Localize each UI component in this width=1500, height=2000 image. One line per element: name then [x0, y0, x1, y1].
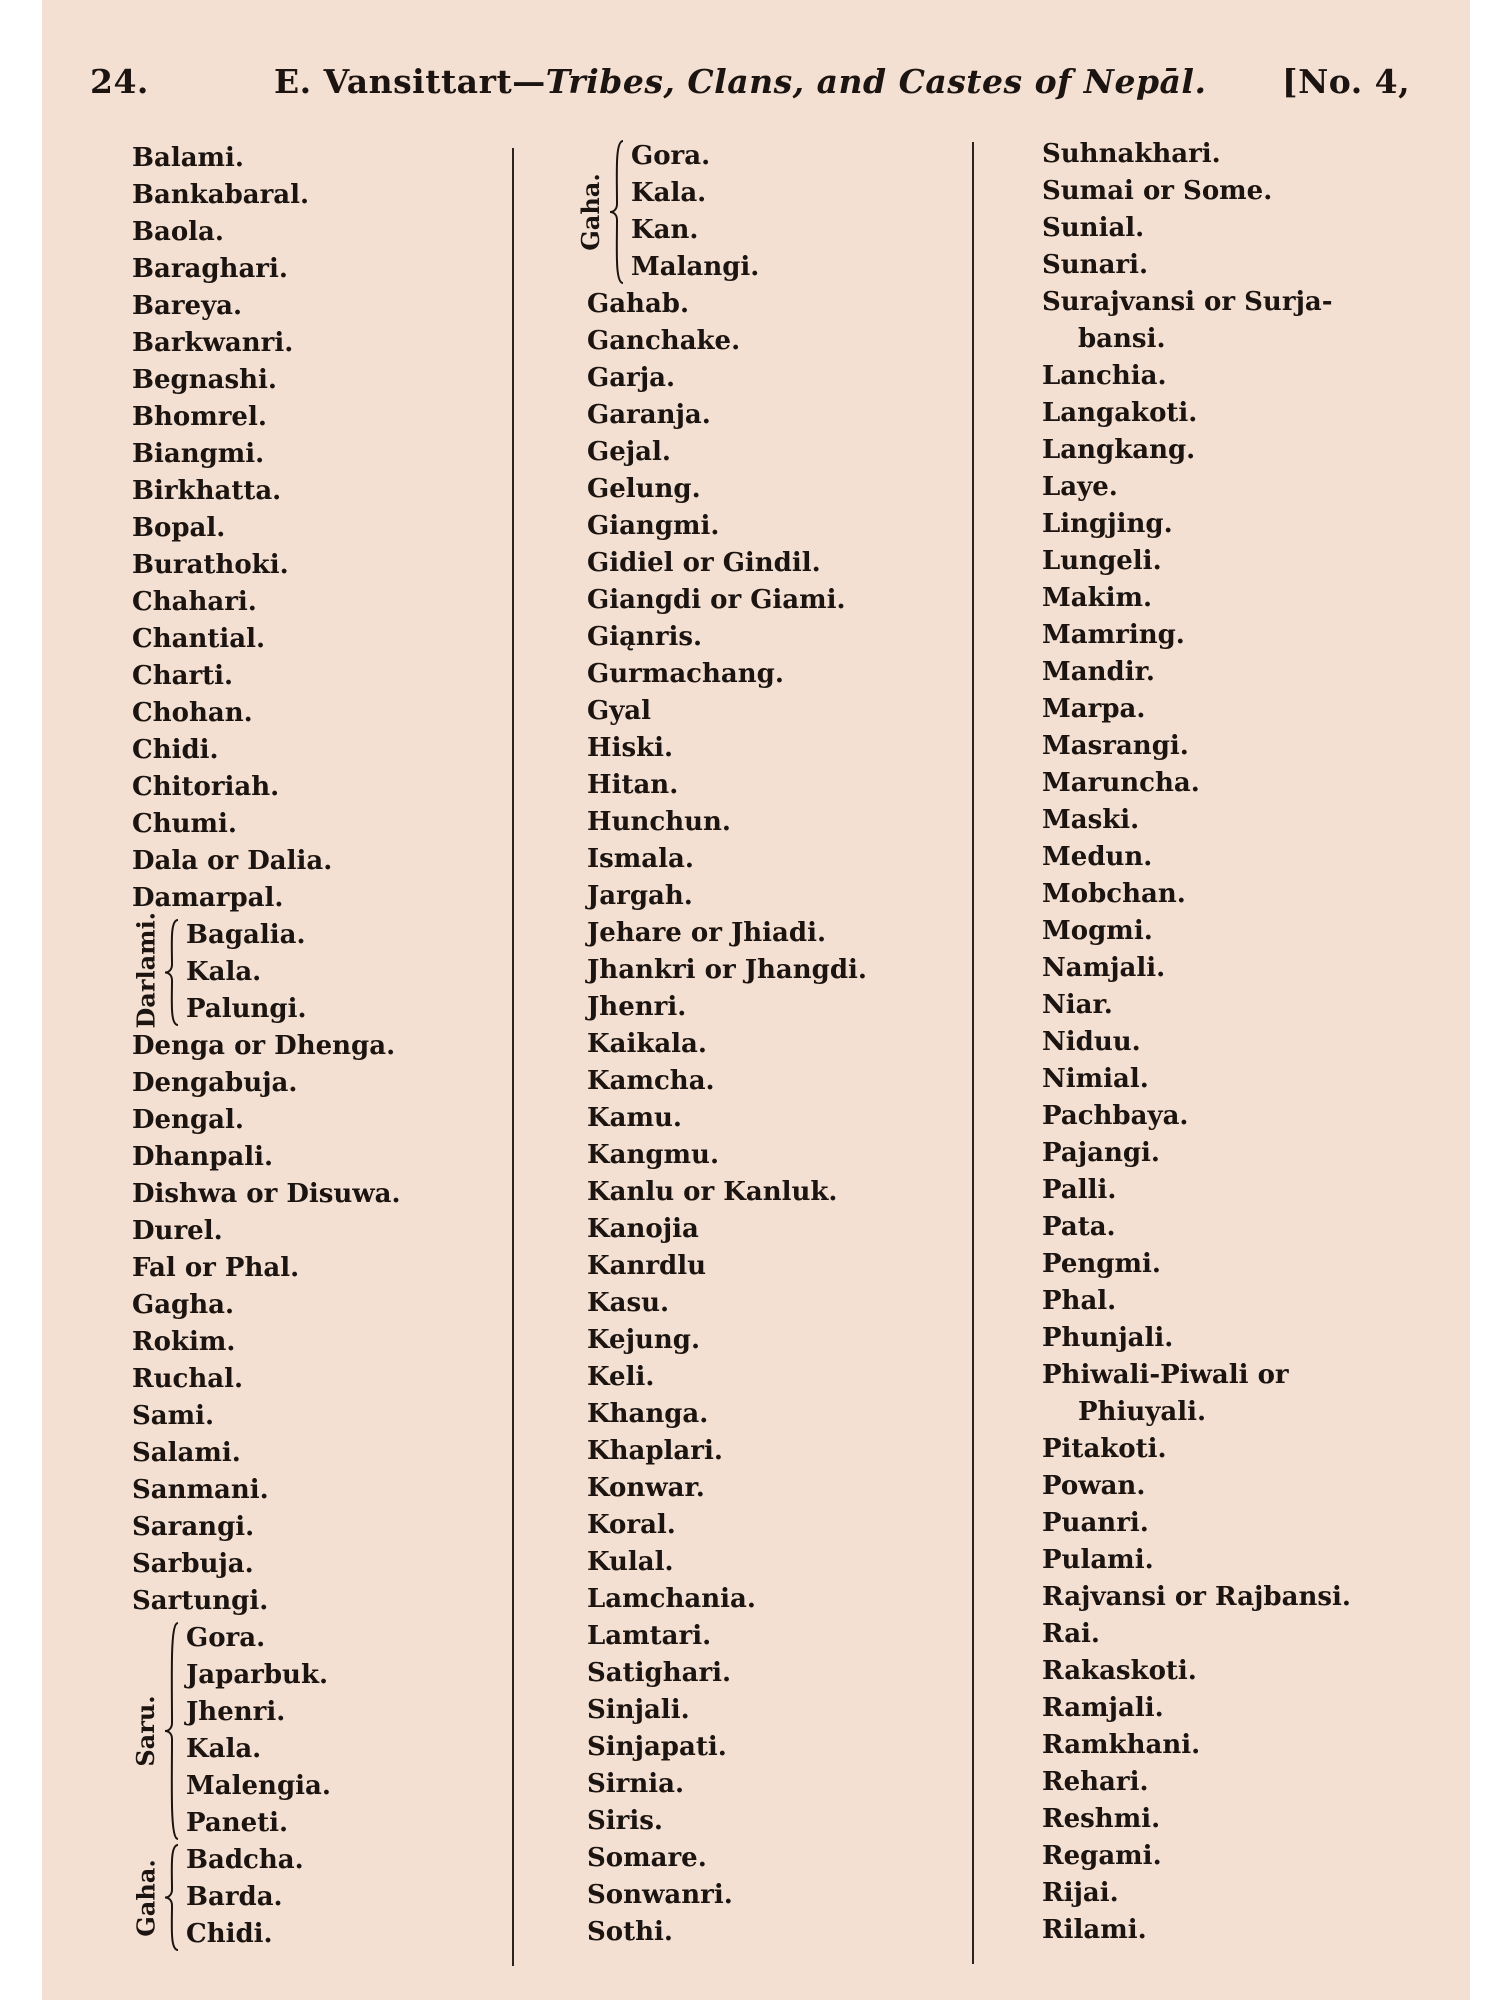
list-item: Fal or Phal.	[132, 1253, 300, 1283]
list-item: Kamu.	[587, 1103, 682, 1133]
list-item: Rijai.	[1042, 1878, 1119, 1908]
list-item: Chidi.	[186, 1919, 273, 1949]
list-item: Maruncha.	[1042, 768, 1200, 798]
list-item: Nimial.	[1042, 1064, 1149, 1094]
list-item: Damarpal.	[132, 883, 284, 913]
running-title	[274, 62, 1206, 101]
list-item: Phal.	[1042, 1286, 1117, 1316]
list-item: Mogmi.	[1042, 916, 1153, 946]
column-1	[132, 140, 502, 1970]
list-item: Garja.	[587, 363, 676, 393]
list-item: Garanja.	[587, 400, 711, 430]
group-label: Darlami.	[131, 911, 160, 1028]
list-item: Chantial.	[132, 624, 266, 654]
list-item: Japarbuk.	[186, 1660, 329, 1690]
group-gaha	[132, 1842, 492, 1953]
list-item: Burathoki.	[132, 550, 289, 580]
list-item: Ramjali.	[1042, 1693, 1164, 1723]
list-item: Jargah.	[587, 881, 693, 911]
brace-icon	[607, 138, 627, 286]
list-item: Powan.	[1042, 1471, 1146, 1501]
list-item: Gora.	[631, 141, 711, 171]
list-item: Makim.	[1042, 583, 1153, 613]
list-item: Suhnakhari.	[1042, 139, 1221, 169]
list-item: Palli.	[1042, 1175, 1117, 1205]
list-item: Barda.	[186, 1882, 283, 1912]
list-item: Sinjapati.	[587, 1732, 727, 1762]
book-page	[42, 0, 1470, 2000]
brace-icon	[162, 1620, 182, 1842]
list-item: Kanlu or Kanluk.	[587, 1177, 838, 1207]
list-item: Gelung.	[587, 474, 701, 504]
list-item: Kala.	[631, 178, 707, 208]
list-item: Sanmani.	[132, 1475, 269, 1505]
list-item: Sartungi.	[132, 1586, 269, 1616]
list-item: Ismala.	[587, 844, 694, 874]
list-item: Dhanpali.	[132, 1142, 274, 1172]
list-item: Phunjali.	[1042, 1323, 1174, 1353]
list-item: Rai.	[1042, 1619, 1100, 1649]
list-item: Reshmi.	[1042, 1804, 1161, 1834]
list-item: Regami.	[1042, 1841, 1162, 1871]
brace-icon	[162, 1842, 182, 1953]
list-item: Hitan.	[587, 770, 679, 800]
group-brace	[162, 917, 182, 1035]
list-item: Barkwanri.	[132, 328, 294, 358]
list-item: Salami.	[132, 1438, 241, 1468]
group-gaha	[577, 138, 937, 286]
list-item: Gagha.	[132, 1290, 235, 1320]
list-item: Ruchal.	[132, 1364, 244, 1394]
group-brace	[162, 1620, 182, 1849]
list-item: Dengabuja.	[132, 1068, 298, 1098]
list-item: Puanri.	[1042, 1508, 1149, 1538]
list-item: Phiwali-Piwali or	[1042, 1360, 1289, 1390]
list-item: Rehari.	[1042, 1767, 1149, 1797]
list-item: Jhenri.	[587, 992, 687, 1022]
list-item: Charti.	[132, 661, 234, 691]
list-item: Gurmachang.	[587, 659, 784, 689]
list-item: Kan.	[631, 215, 699, 245]
list-item: Rokim.	[132, 1327, 236, 1357]
list-item: Keli.	[587, 1362, 655, 1392]
list-item: Kasu.	[587, 1288, 670, 1318]
list-item: Begnashi.	[132, 365, 277, 395]
list-item: Palungi.	[186, 994, 307, 1024]
list-item: Gora.	[186, 1623, 266, 1653]
list-item: Bhomrel.	[132, 402, 267, 432]
list-item: Bagalia.	[186, 920, 306, 950]
list-item: Kanojia	[587, 1214, 699, 1244]
list-item: Siris.	[587, 1806, 663, 1836]
list-item: Konwar.	[587, 1473, 705, 1503]
group-darlami	[131, 911, 492, 1028]
list-item: Hiski.	[587, 733, 674, 763]
brace-icon	[162, 917, 182, 1028]
list-item: Khanga.	[587, 1399, 709, 1429]
list-item: Sirnia.	[587, 1769, 685, 1799]
list-item: Marpa.	[1042, 694, 1146, 724]
list-item: Kulal.	[587, 1547, 674, 1577]
list-item: Lungeli.	[1042, 546, 1162, 576]
list-item: Gejal.	[587, 437, 671, 467]
list-item: Mobchan.	[1042, 879, 1186, 909]
group-label: Gaha.	[131, 1858, 160, 1937]
list-item: Lingjing.	[1042, 509, 1173, 539]
author-name: E. Vansittart—	[274, 62, 546, 101]
list-item: Baola.	[132, 217, 224, 247]
list-item: Malengia.	[186, 1771, 331, 1801]
list-item: Lamchania.	[587, 1584, 756, 1614]
list-item: Gahab.	[587, 289, 690, 319]
list-item: Maski.	[1042, 805, 1140, 835]
list-item: Rilami.	[1042, 1915, 1147, 1945]
group-label: Saru.	[131, 1695, 160, 1767]
list-item: Pata.	[1042, 1212, 1116, 1242]
list-item: Kanrdlu	[587, 1251, 707, 1281]
list-item: Dala or Dalia.	[132, 846, 333, 876]
column-3	[1042, 136, 1442, 1966]
list-item: Biangmi.	[132, 439, 265, 469]
list-item: Pengmi.	[1042, 1249, 1161, 1279]
list-item: Sami.	[132, 1401, 215, 1431]
list-item: Mamring.	[1042, 620, 1185, 650]
list-item: Chohan.	[132, 698, 253, 728]
list-item: Niduu.	[1042, 1027, 1141, 1057]
list-item: Gidiel or Gindil.	[587, 548, 821, 578]
list-item: Ganchake.	[587, 326, 741, 356]
list-item: Pitakoti.	[1042, 1434, 1167, 1464]
column-rule-right	[972, 142, 974, 1964]
list-item: Surajvansi or Surja-	[1042, 287, 1333, 317]
list-item: Giangmi.	[587, 511, 720, 541]
list-item: Rakaskoti.	[1042, 1656, 1197, 1686]
list-item: Sarangi.	[132, 1512, 255, 1542]
list-item: Pulami.	[1042, 1545, 1154, 1575]
list-item: Laye.	[1042, 472, 1118, 502]
list-item: Gyal	[587, 696, 652, 726]
list-item: Sinjali.	[587, 1695, 690, 1725]
list-item: Kamcha.	[587, 1066, 715, 1096]
list-item: Kala.	[186, 1734, 262, 1764]
list-item: Kangmu.	[587, 1140, 719, 1170]
group-brace	[607, 138, 627, 293]
list-item: Bopal.	[132, 513, 226, 543]
article-title: Tribes, Clans, and Castes of Nepāl.	[545, 62, 1207, 101]
list-item: Masrangi.	[1042, 731, 1189, 761]
list-item: Khaplari.	[587, 1436, 723, 1466]
list-item: Bareya.	[132, 291, 243, 321]
column-2	[576, 138, 957, 1968]
list-item: Sothi.	[587, 1917, 673, 1947]
list-item: Chidi.	[132, 735, 219, 765]
list-item: Dengal.	[132, 1105, 244, 1135]
list-item: Giąnris.	[587, 622, 703, 652]
list-item: Phiuyali.	[1078, 1397, 1206, 1427]
list-item: Sumai or Some.	[1042, 176, 1273, 206]
list-item: Lanchia.	[1042, 361, 1167, 391]
group-label: Gaha.	[576, 173, 605, 251]
list-item: Sunari.	[1042, 250, 1149, 280]
list-item: Langakoti.	[1042, 398, 1198, 428]
list-item: Birkhatta.	[132, 476, 282, 506]
list-item: Giangdi or Giami.	[587, 585, 846, 615]
list-item: Chumi.	[132, 809, 237, 839]
issue-number: [No. 4,	[1282, 62, 1411, 101]
list-item: Malangi.	[631, 252, 760, 282]
list-item: Jehare or Jhiadi.	[587, 918, 827, 948]
list-item: Dishwa or Disuwa.	[132, 1179, 401, 1209]
list-item: Baraghari.	[132, 254, 288, 284]
list-item: Kejung.	[587, 1325, 701, 1355]
list-item: Niar.	[1042, 990, 1113, 1020]
page-number: 24.	[90, 62, 149, 101]
list-item: Pachbaya.	[1042, 1101, 1189, 1131]
list-item: Langkang.	[1042, 435, 1196, 465]
list-item: Chitoriah.	[132, 772, 280, 802]
list-item: Lamtari.	[587, 1621, 712, 1651]
list-item: Satighari.	[587, 1658, 732, 1688]
list-item: Ramkhani.	[1042, 1730, 1201, 1760]
list-item: Sarbuja.	[132, 1549, 254, 1579]
column-rule-left	[512, 148, 514, 1966]
list-item: Jhankri or Jhangdi.	[587, 955, 867, 985]
group-brace	[162, 1842, 182, 1960]
list-item: Kaikala.	[587, 1029, 707, 1059]
list-item: Hunchun.	[587, 807, 731, 837]
list-item: bansi.	[1078, 324, 1166, 354]
list-item: Bankabaral.	[132, 180, 310, 210]
list-item: Chahari.	[132, 587, 257, 617]
list-item: Durel.	[132, 1216, 223, 1246]
list-item: Koral.	[587, 1510, 676, 1540]
list-item: Sonwanri.	[587, 1880, 733, 1910]
list-item: Pajangi.	[1042, 1138, 1160, 1168]
group-saru	[132, 1620, 492, 1842]
list-item: Sunial.	[1042, 213, 1145, 243]
list-item: Namjali.	[1042, 953, 1166, 983]
list-item: Paneti.	[186, 1808, 289, 1838]
list-item: Somare.	[587, 1843, 707, 1873]
list-item: Kala.	[186, 957, 262, 987]
list-item: Rajvansi or Rajbansi.	[1042, 1582, 1351, 1612]
list-item: Mandir.	[1042, 657, 1155, 687]
list-item: Badcha.	[186, 1845, 304, 1875]
list-item: Balami.	[132, 143, 244, 173]
list-item: Medun.	[1042, 842, 1153, 872]
running-header	[42, 62, 1470, 112]
list-item: Jhenri.	[186, 1697, 286, 1727]
list-item: Denga or Dhenga.	[132, 1031, 396, 1061]
